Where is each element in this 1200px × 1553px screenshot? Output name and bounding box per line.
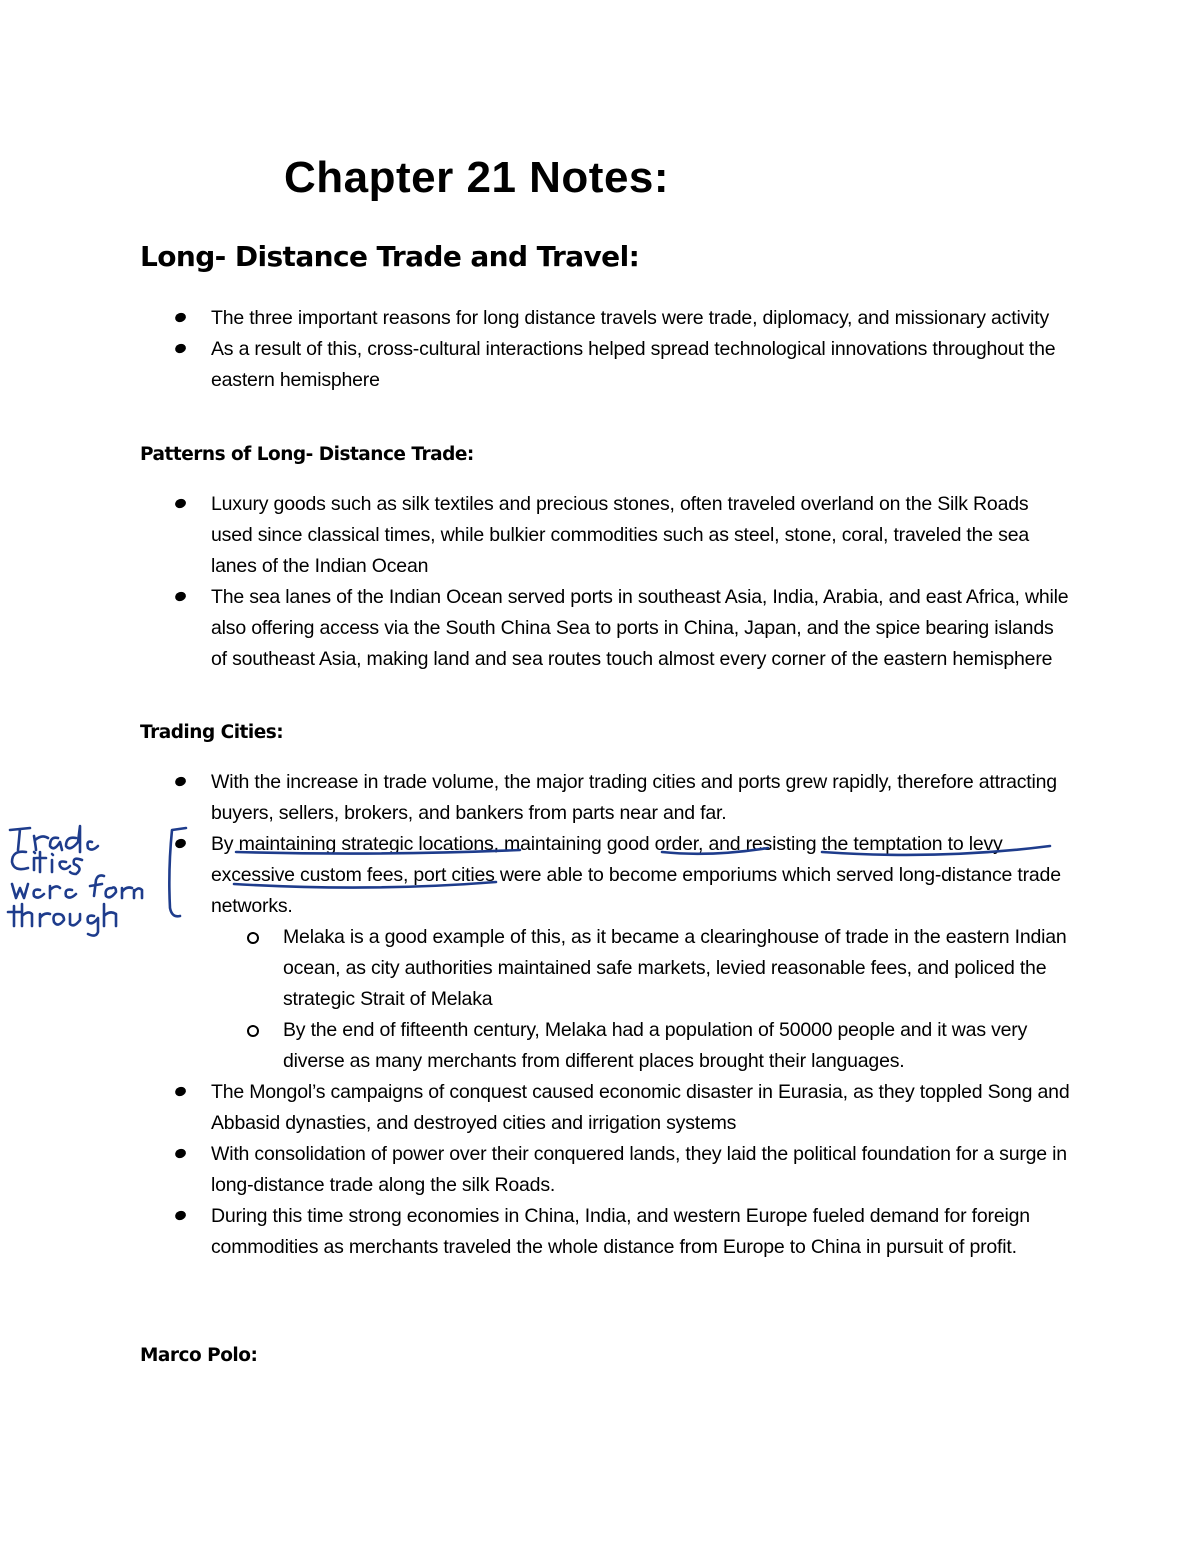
list-item: Luxury goods such as silk textiles and precious stones, often traveled overland on the Silk Roads used since classical times, while bulkier commodities such as steel, stone, coral, traveled the sea lanes of the Indian Ocean: [0, 489, 1071, 582]
page-title: Chapter 21 Notes:: [284, 153, 670, 202]
list-item: With the increase in trade volume, the major trading cities and ports grew rapidly, therefore attracting buyers, sellers, brokers, and bankers from parts near and far.: [0, 767, 1071, 829]
bullet-list-patterns: [0, 489, 1071, 675]
list-item: The three important reasons for long distance travels were trade, diplomacy, and missionary activity: [0, 303, 1071, 334]
sub-list-item: By the end of fifteenth century, Melaka had a population of 50000 people and it was very diverse as many merchants from different places brought their languages.: [0, 1015, 1073, 1077]
list-item: The sea lanes of the Indian Ocean served ports in southeast Asia, India, Arabia, and east Africa, while also offering access via the South China Sea to ports in China, Japan, and the spice bearing islands of southeast Asia, making land and sea routes touch almost every corner of the eastern hemisphere: [0, 582, 1071, 675]
section-heading-patterns: Patterns of Long- Distance Trade:: [140, 444, 474, 465]
section-heading-trading-cities: Trading Cities:: [140, 722, 284, 743]
list-item: By maintaining strategic locations, maintaining good order, and resisting the temptation to levy excessive custom fees, port cities were able to become emporiums which served long-distance trade networks.: [0, 829, 1071, 922]
list-item: During this time strong economies in China, India, and western Europe fueled demand for foreign commodities as merchants traveled the whole distance from Europe to China in pursuit of profit.: [0, 1201, 1071, 1263]
section-heading-long-distance-trade: Long- Distance Trade and Travel:: [140, 240, 640, 273]
bullet-list-trading-cities: [0, 767, 1073, 1263]
bullet-list-reasons: [0, 303, 1071, 396]
list-item: The Mongol’s campaigns of conquest caused economic disaster in Eurasia, as they toppled Song and Abbasid dynasties, and destroyed cities and irrigation systems: [0, 1077, 1071, 1139]
list-item: As a result of this, cross-cultural interactions helped spread technological innovations throughout the eastern hemisphere: [0, 334, 1071, 396]
sub-list-item: Melaka is a good example of this, as it became a clearinghouse of trade in the eastern Indian ocean, as city authorities maintained safe markets, levied reasonable fees, and policed the strategic Strait of Melaka: [0, 922, 1073, 1015]
section-heading-marco-polo: Marco Polo:: [140, 1345, 258, 1366]
list-item: With consolidation of power over their conquered lands, they laid the political foundation for a surge in long-distance trade along the silk Roads.: [0, 1139, 1071, 1201]
